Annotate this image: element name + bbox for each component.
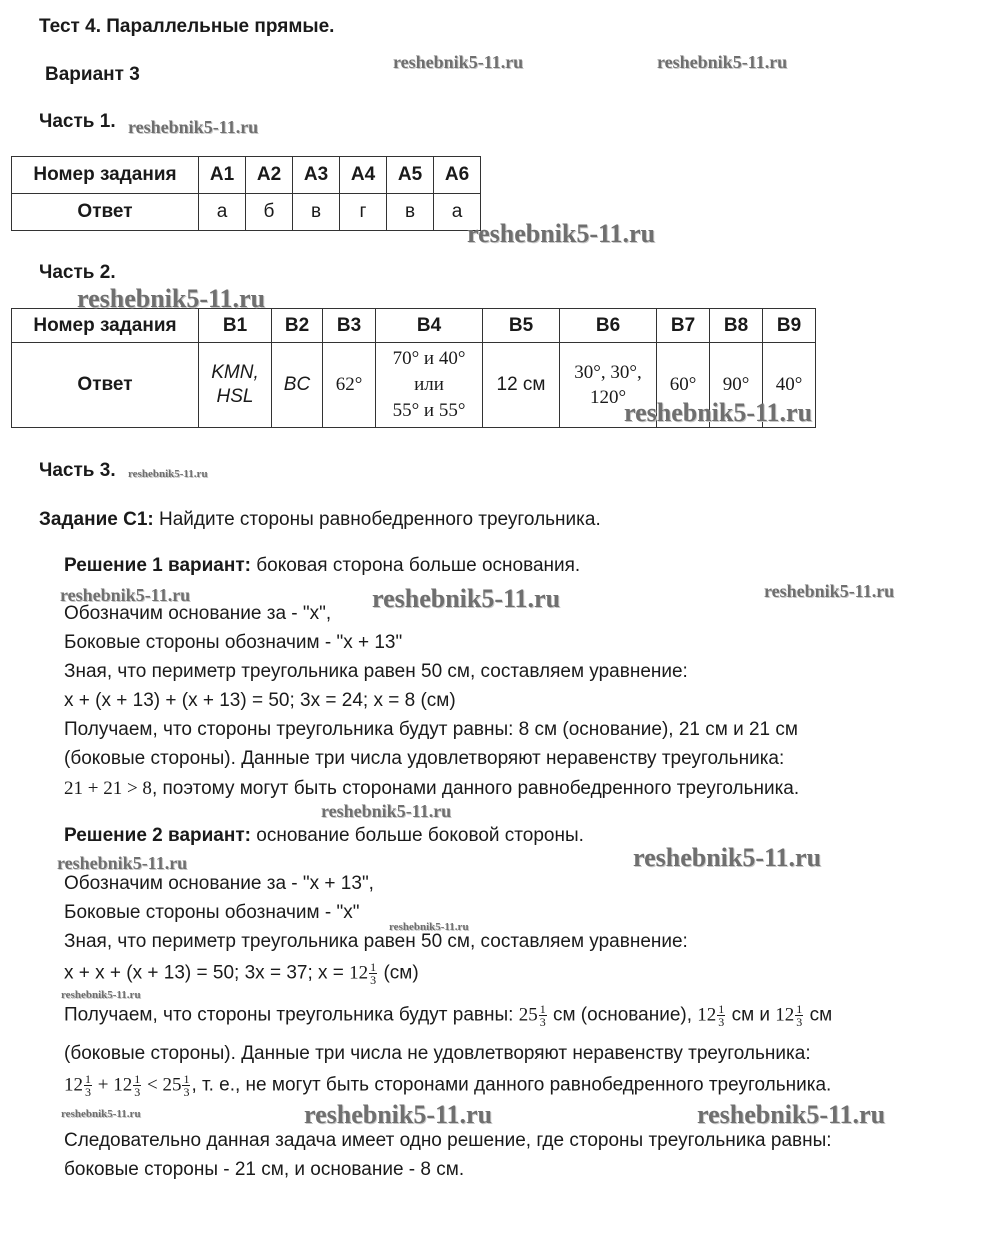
- fraction-one-third: $\frac{1}{3}$: [370, 960, 377, 987]
- part2-answer-b1-line1: KMN,: [211, 362, 259, 383]
- part2-answer-b2: BC: [272, 343, 323, 428]
- watermark: reshebnik5-11.ru: [372, 584, 561, 613]
- part2-answer-b4-line3: 55° и 55°: [392, 400, 466, 421]
- task-c1-text: Найдите стороны равнобедренного треугольника.: [159, 509, 601, 530]
- part1-task-a2: А2: [246, 157, 293, 194]
- fraction-one-third: $\frac{1}{3}$: [539, 1002, 546, 1029]
- solution1-line5: Получаем, что стороны треугольника будут равны: 8 см (основание), 21 см и 21 см: [64, 719, 798, 740]
- conclusion-line2: боковые стороны - 21 см, и основание - 8 см.: [64, 1159, 465, 1180]
- part2-answer-b6-line2: 120°: [589, 387, 627, 408]
- part1-answer-a6: а: [434, 194, 481, 231]
- fraction-one-third: $\frac{1}{3}$: [85, 1072, 91, 1099]
- watermark: reshebnik5-11.ru: [128, 468, 208, 480]
- solution1-line3: Зная, что периметр треугольника равен 50 см, составляем уравнение:: [64, 661, 688, 682]
- watermark: reshebnik5-11.ru: [321, 801, 452, 821]
- solution2-line6: (боковые стороны). Данные три числа не удовлетворяют неравенству треугольника:: [64, 1043, 811, 1064]
- solution2-equation: [64, 961, 419, 986]
- watermark: reshebnik5-11.ru: [467, 219, 656, 248]
- part1-task-a3: А3: [293, 157, 340, 194]
- part2-task-b6: В6: [560, 309, 657, 343]
- watermark: reshebnik5-11.ru: [57, 853, 188, 873]
- watermark: reshebnik5-11.ru: [764, 581, 895, 601]
- part2-title: Часть 2.: [39, 262, 116, 283]
- solution1-label: Решение 1 вариант:: [64, 555, 251, 576]
- solution2-line3: Зная, что периметр треугольника равен 50 см, составляем уравнение:: [64, 931, 688, 952]
- part2-answer-b1-line2: HSL: [216, 386, 254, 407]
- part1-task-a6: А6: [434, 157, 481, 194]
- part2-answer-b9: 40°: [763, 343, 816, 428]
- part1-title: Часть 1.: [39, 111, 116, 132]
- watermark: reshebnik5-11.ru: [389, 921, 469, 933]
- part1-answer-a1: а: [199, 194, 246, 231]
- part2-task-b1: В1: [199, 309, 272, 343]
- part1-task-a4: А4: [340, 157, 387, 194]
- part1-answer-a3: в: [293, 194, 340, 231]
- watermark: reshebnik5-11.ru: [624, 398, 813, 427]
- watermark: reshebnik5-11.ru: [657, 52, 788, 72]
- part1-task-a5: А5: [387, 157, 434, 194]
- solution1-inequality: 21 + 21 > 8: [64, 778, 152, 799]
- solution2-heading: [64, 825, 584, 847]
- part2-answer-b8: 90°: [710, 343, 763, 428]
- watermark: reshebnik5-11.ru: [697, 1100, 886, 1129]
- watermark: reshebnik5-11.ru: [77, 284, 266, 313]
- solution1-line2: Боковые стороны обозначим - "х + 13": [64, 632, 403, 653]
- part2-task-b9: В9: [763, 309, 816, 343]
- solution1-line6: (боковые стороны). Данные три числа удовлетворяют неравенству треугольника:: [64, 748, 785, 769]
- part2-answer-b3: 62°: [323, 343, 376, 428]
- solution2-line1: Обозначим основание за - "х + 13",: [64, 873, 374, 894]
- solution2-x-whole: 12: [349, 962, 369, 984]
- variant-label: Вариант 3: [45, 64, 140, 85]
- task-c1-label: Задание С1:: [39, 509, 154, 530]
- part2-task-b2: В2: [272, 309, 323, 343]
- part2-answer-b5: 12 см: [483, 343, 560, 428]
- part1-answer-a4: г: [340, 194, 387, 231]
- watermark: reshebnik5-11.ru: [60, 585, 191, 605]
- solution1-line1: Обозначим основание за - "х",: [64, 603, 332, 624]
- part1-answer-table: [11, 156, 481, 231]
- part1-task-row-label: Номер задания: [12, 157, 199, 194]
- watermark: reshebnik5-11.ru: [393, 52, 524, 72]
- solution1-equation: х + (х + 13) + (х + 13) = 50; 3х = 24; х = 8 (см): [64, 690, 456, 711]
- part2-answer-row-label: Ответ: [12, 343, 199, 428]
- conclusion-line1: Следовательно данная задача имеет одно решение, где стороны треугольника равны:: [64, 1130, 832, 1151]
- part1-answer-a2: б: [246, 194, 293, 231]
- solution2-line2: Боковые стороны обозначим - "х": [64, 902, 360, 923]
- task-c1: [39, 509, 601, 531]
- part2-answer-b4: [376, 343, 483, 428]
- part3-title: Часть 3.: [39, 460, 116, 481]
- watermark: reshebnik5-11.ru: [633, 843, 822, 872]
- solution2-line7: 12 $\frac{1}{3}$ + 12 $\frac{1}{3}$ < 25 $\frac{1}{3}$ , т. е., не могут быть сторонами данного равнобедренного треугольника.: [64, 1072, 832, 1099]
- part2-answer-b4-line1: 70° и 40°: [392, 348, 466, 369]
- part2-task-b4: В4: [376, 309, 483, 343]
- part2-answer-b7: 60°: [657, 343, 710, 428]
- part2-task-b5: В5: [483, 309, 560, 343]
- fraction-one-third: $\frac{1}{3}$: [134, 1072, 141, 1099]
- solution1-heading: [64, 555, 580, 577]
- part2-task-b3: В3: [323, 309, 376, 343]
- part2-task-b7: В7: [657, 309, 710, 343]
- part1-answer-row-label: Ответ: [12, 194, 199, 231]
- fraction-one-third: $\frac{1}{3}$: [796, 1002, 803, 1029]
- part2-answer-b4-line2: или: [414, 374, 444, 395]
- part2-task-b8: В8: [710, 309, 763, 343]
- fraction-one-third: $\frac{1}{3}$: [183, 1072, 190, 1099]
- solution2-line5: Получаем, что стороны треугольника будут равны: 25 $\frac{1}{3}$ см (основание), 12 $\frac{1}{3}$ см и 12 $\frac{1}{3}$ см: [64, 1002, 833, 1029]
- watermark: reshebnik5-11.ru: [61, 989, 141, 1001]
- watermark: reshebnik5-11.ru: [304, 1100, 493, 1129]
- fraction-one-third: $\frac{1}{3}$: [718, 1002, 725, 1029]
- part2-task-row-label: Номер задания: [12, 309, 199, 343]
- solution2-condition: основание больше боковой стороны.: [256, 825, 584, 846]
- solution1-line7: [64, 778, 799, 800]
- solution2-label: Решение 2 вариант:: [64, 825, 251, 846]
- solution1-line7-text: , поэтому могут быть сторонами данного равнобедренного треугольника.: [151, 778, 800, 799]
- part1-answer-a5: в: [387, 194, 434, 231]
- solution1-condition: боковая сторона больше основания.: [256, 555, 581, 576]
- test-title: Тест 4. Параллельные прямые.: [39, 16, 335, 37]
- solution2-equation-text: х + х + (х + 13) = 50; 3х = 37; х =: [64, 962, 350, 984]
- part1-task-a1: А1: [199, 157, 246, 194]
- solution2-unit: (см): [383, 962, 419, 984]
- watermark: reshebnik5-11.ru: [128, 117, 259, 137]
- watermark: reshebnik5-11.ru: [61, 1108, 141, 1120]
- part2-answer-b1: [199, 343, 272, 428]
- part2-answer-b6-line1: 30°, 30°,: [574, 362, 642, 383]
